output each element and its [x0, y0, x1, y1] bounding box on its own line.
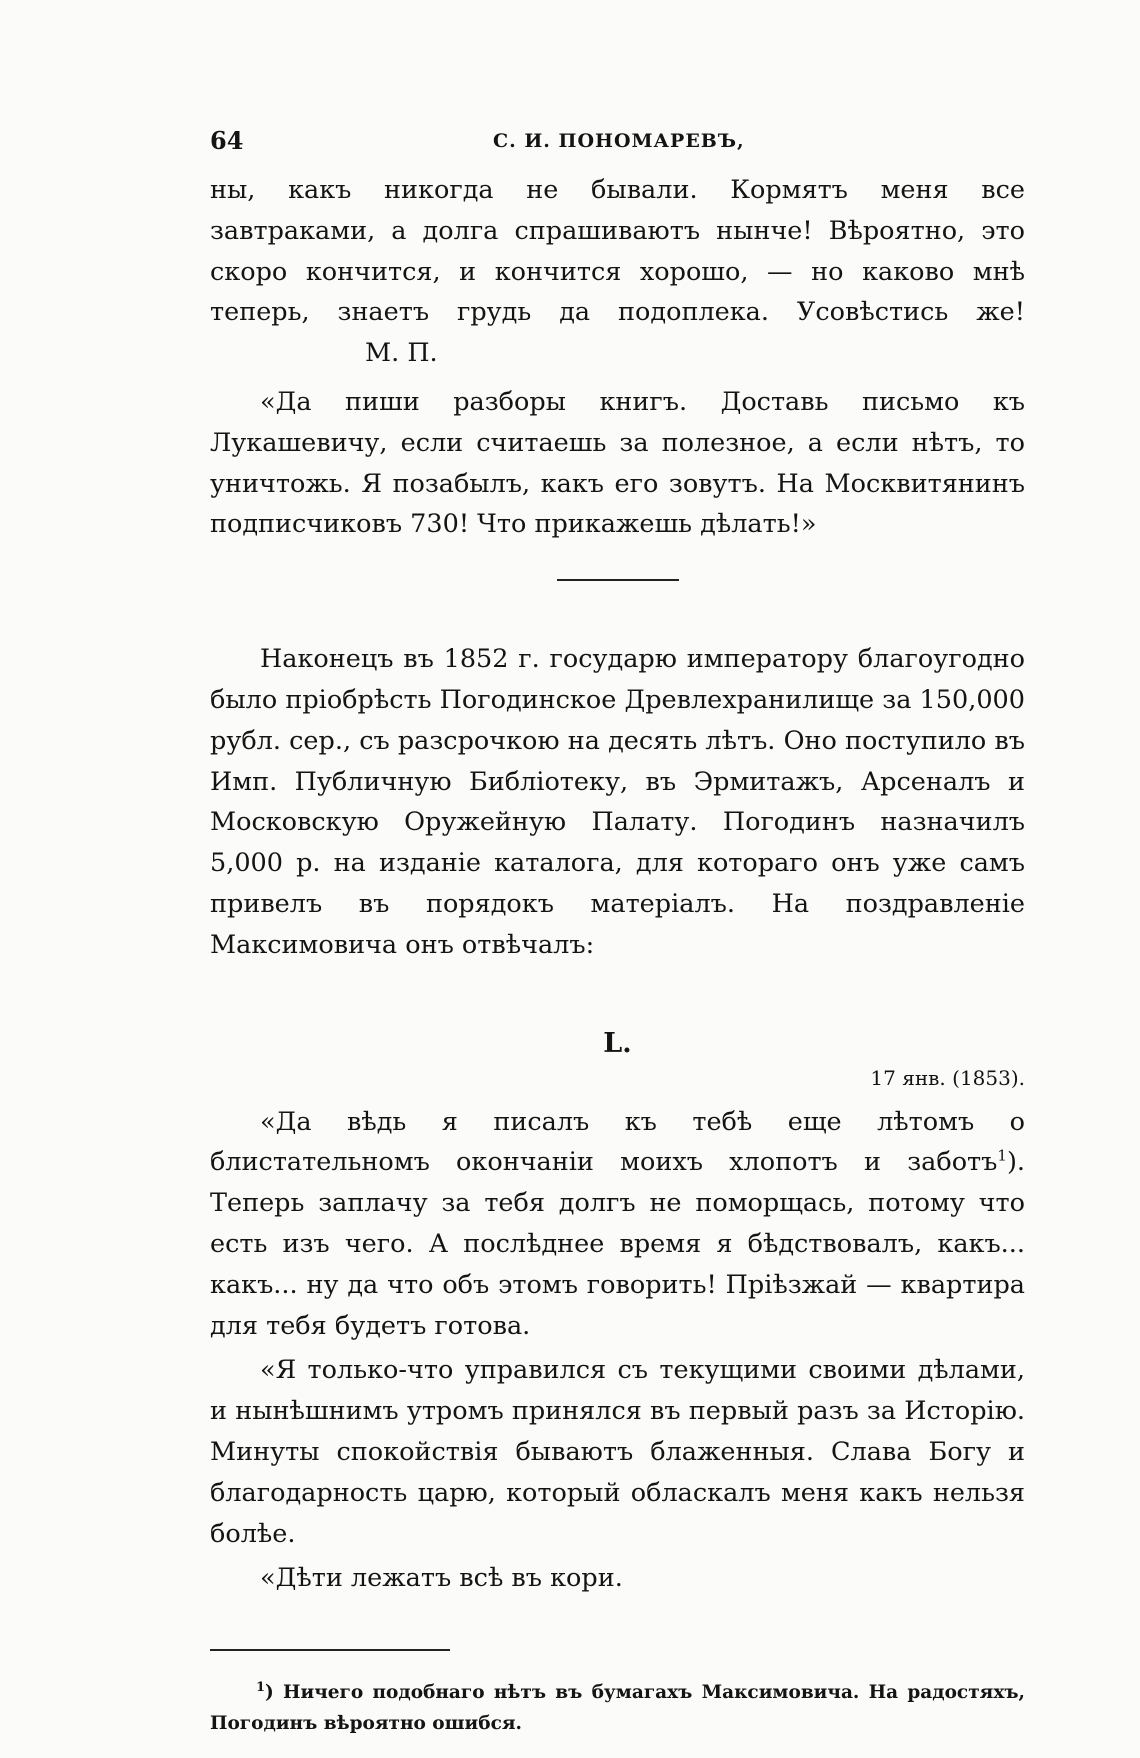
letter-continuation	[210, 170, 1025, 545]
paragraph-text: ны, какъ никогда не бывали. Кормятъ меня все завтраками, а долга спрашиваютъ нынче! Вѣроятно, это скоро кончится, и кончится хорошо, — но каково мнѣ теперь, знаетъ грудь да подоплека. Усовѣстись же!	[210, 175, 1025, 328]
letter-signature: М. П.	[365, 338, 438, 369]
narrative-section	[210, 639, 1025, 965]
paragraph-continuation	[210, 170, 1025, 374]
paragraph-postscript: «Да пиши разборы книгъ. Доставь письмо къ Лукашевичу, если считаешь за полезное, а если нѣтъ, то уничтожь. Я позабылъ, какъ его зовутъ. На Москвитянинъ подписчиковъ 730! Что прикажешь дѣлать!»	[210, 386, 1025, 540]
footnote-divider	[210, 1649, 450, 1651]
footnote-mark: 1	[256, 1679, 266, 1695]
letter-paragraph-1-end: ). Теперь заплачу за тебя долгъ не поморщась, потому что есть изъ чего. А послѣднее время я бѣдствовалъ, какъ... какъ... ну да что объ этомъ говорить! Пріѣзжай — квартира для тебя будетъ готова.	[210, 1147, 1025, 1341]
section-divider	[557, 579, 679, 581]
letter-date: 17 янв. (1853).	[870, 1065, 1025, 1090]
letter-paragraph-3: «Дѣти лежатъ всѣ въ кори.	[260, 1563, 623, 1594]
page-header	[210, 124, 1025, 164]
footnote-text: ) Ничего подобнаго нѣтъ въ бумагахъ Максимовича. На радостяхъ, Погодинъ вѣроятно ошибся.	[210, 1682, 1025, 1735]
letter-paragraph-1-start: «Да вѣдь я писалъ къ тебѣ еще лѣтомъ о блистательномъ окончаніи моихъ хлопотъ и заботъ	[210, 1106, 1025, 1178]
letter-paragraph-2: «Я только-что управился съ текущими своими дѣлами, и нынѣшнимъ утромъ принялся въ первый разъ за Исторію. Минуты спокойствія бываютъ блаженныя. Слава Богу и благодарность царю, который обласкалъ меня какъ нельзя болѣе.	[210, 1355, 1025, 1549]
page-number: 64	[210, 126, 244, 155]
book-page	[210, 124, 1025, 1758]
paragraph-narrative: Наконецъ въ 1852 г. государю императору благоугодно было пріобрѣсть Погодинское Древлехранилище за 150,000 рубл. сер., съ разсрочкою на десять лѣтъ. Оно поступило въ Имп. Публичную Библіотеку, въ Эрмитажъ, Арсеналъ и Московскую Оружейную Палату. Погодинъ назначилъ 5,000 р. на изданіе каталога, для котораго онъ уже самъ привелъ въ порядокъ матеріалъ. На поздравленіе Максимовича онъ отвѣчалъ:	[210, 644, 1025, 960]
footnote-reference: 1	[997, 1146, 1007, 1165]
letter-number: L.	[603, 1027, 632, 1059]
letter-body	[210, 1102, 1025, 1600]
letter-paragraph-1	[210, 1102, 1025, 1347]
running-head: С. И. ПОНОМАРЕВЪ,	[493, 130, 745, 152]
footnote	[210, 1677, 1025, 1739]
